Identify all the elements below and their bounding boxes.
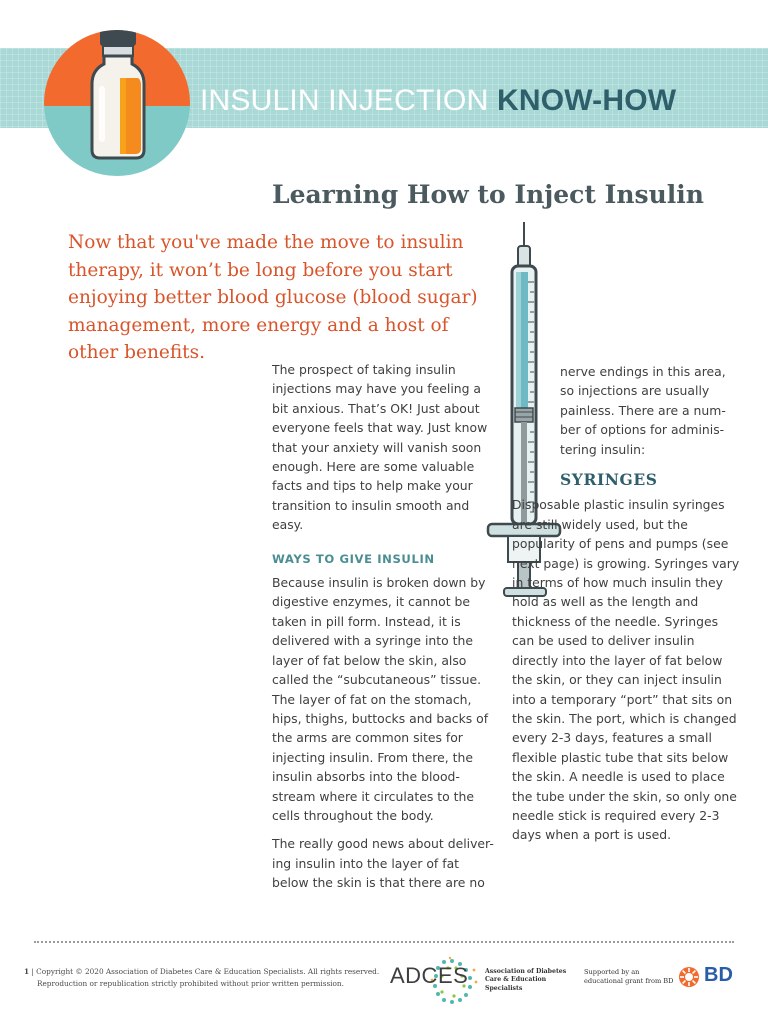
column1-paragraph-2: Because insulin is broken down by digestive enzymes, it cannot be taken in pill form. Instead, it is delivered with a syringe into the layer of fat below the skin, also called the “subcutaneous” tissue. The layer of fat on the stomach, hips, thighs, buttocks and backs of the arms are common sites for injecting insulin. From there, the insulin absorbs into the blood-stream where it circulates to the cells throughout the body. <box>272 575 489 823</box>
column2-paragraph-1: nerve endings in this area, so injections are usually painless. There are a num-ber of options for adminis-tering insulin: <box>560 364 726 457</box>
column1-paragraph-1: The prospect of taking insulin injections may have you feeling a bit anxious. That’s OK! Just about everyone feels that way. Just know that your anxiety will vanish soon enough. Here are some valuable facts and tips to help make your transition to insulin smooth and easy. <box>272 362 488 533</box>
intro-paragraph: Now that you've made the move to insulin therapy, it won’t be long before you start enjoying better blood glucose (blood sugar) management, more energy and a host of other benefits. <box>68 232 478 364</box>
page-number: 1 <box>24 967 30 976</box>
ways-to-give-insulin-heading: WAYS TO GIVE INSULIN <box>272 551 435 566</box>
bd-logo: BD <box>704 964 733 986</box>
reproduction-text: Reproduction or republication strictly prohibited without prior written permission. <box>37 978 344 988</box>
header-title-light: INSULIN INJECTION <box>200 84 489 117</box>
insulin-vial-icon <box>44 30 190 176</box>
column1-paragraph-3: The really good news about deliver-ing insulin into the layer of fat below the skin is that there are no <box>272 836 494 891</box>
body-column-1 <box>272 360 494 902</box>
grant-statement: Supported by an educational grant from BD <box>584 968 674 985</box>
page-title: Learning How to Inject Insulin <box>272 180 704 209</box>
copyright-text: | Copyright © 2020 Association of Diabetes Care & Education Specialists. All rights reserved. <box>31 967 380 976</box>
syringes-heading: SYRINGES <box>560 470 658 490</box>
adces-organization-name: Association of Diabetes Care & Education Specialists <box>485 968 567 992</box>
adces-logo: ADCES <box>390 963 469 988</box>
footer-copyright <box>24 966 384 989</box>
bd-sun-icon <box>678 966 700 988</box>
footer-divider <box>34 941 734 943</box>
header-title <box>200 84 676 124</box>
header-title-bold: KNOW-HOW <box>496 84 677 117</box>
column2-paragraph-2: Disposable plastic insulin syringes are still widely used, but the popularity of pens and pumps (see next page) is growing. Syringes vary in terms of how much insulin they hold as well as the length and thickness of the needle. Syringes can be used to deliver insulin directly into the layer of fat below the skin, or they can inject insulin into a temporary “port” that sits on the skin. The port, which is changed every 2-3 days, features a small flexible plastic tube that sits below the skin. A needle is used to place the tube under the skin, so only one needle stick is required every 2-3 days when a port is used. <box>512 497 740 843</box>
insulin-vial-badge <box>44 30 190 176</box>
body-column-2 <box>512 362 740 854</box>
